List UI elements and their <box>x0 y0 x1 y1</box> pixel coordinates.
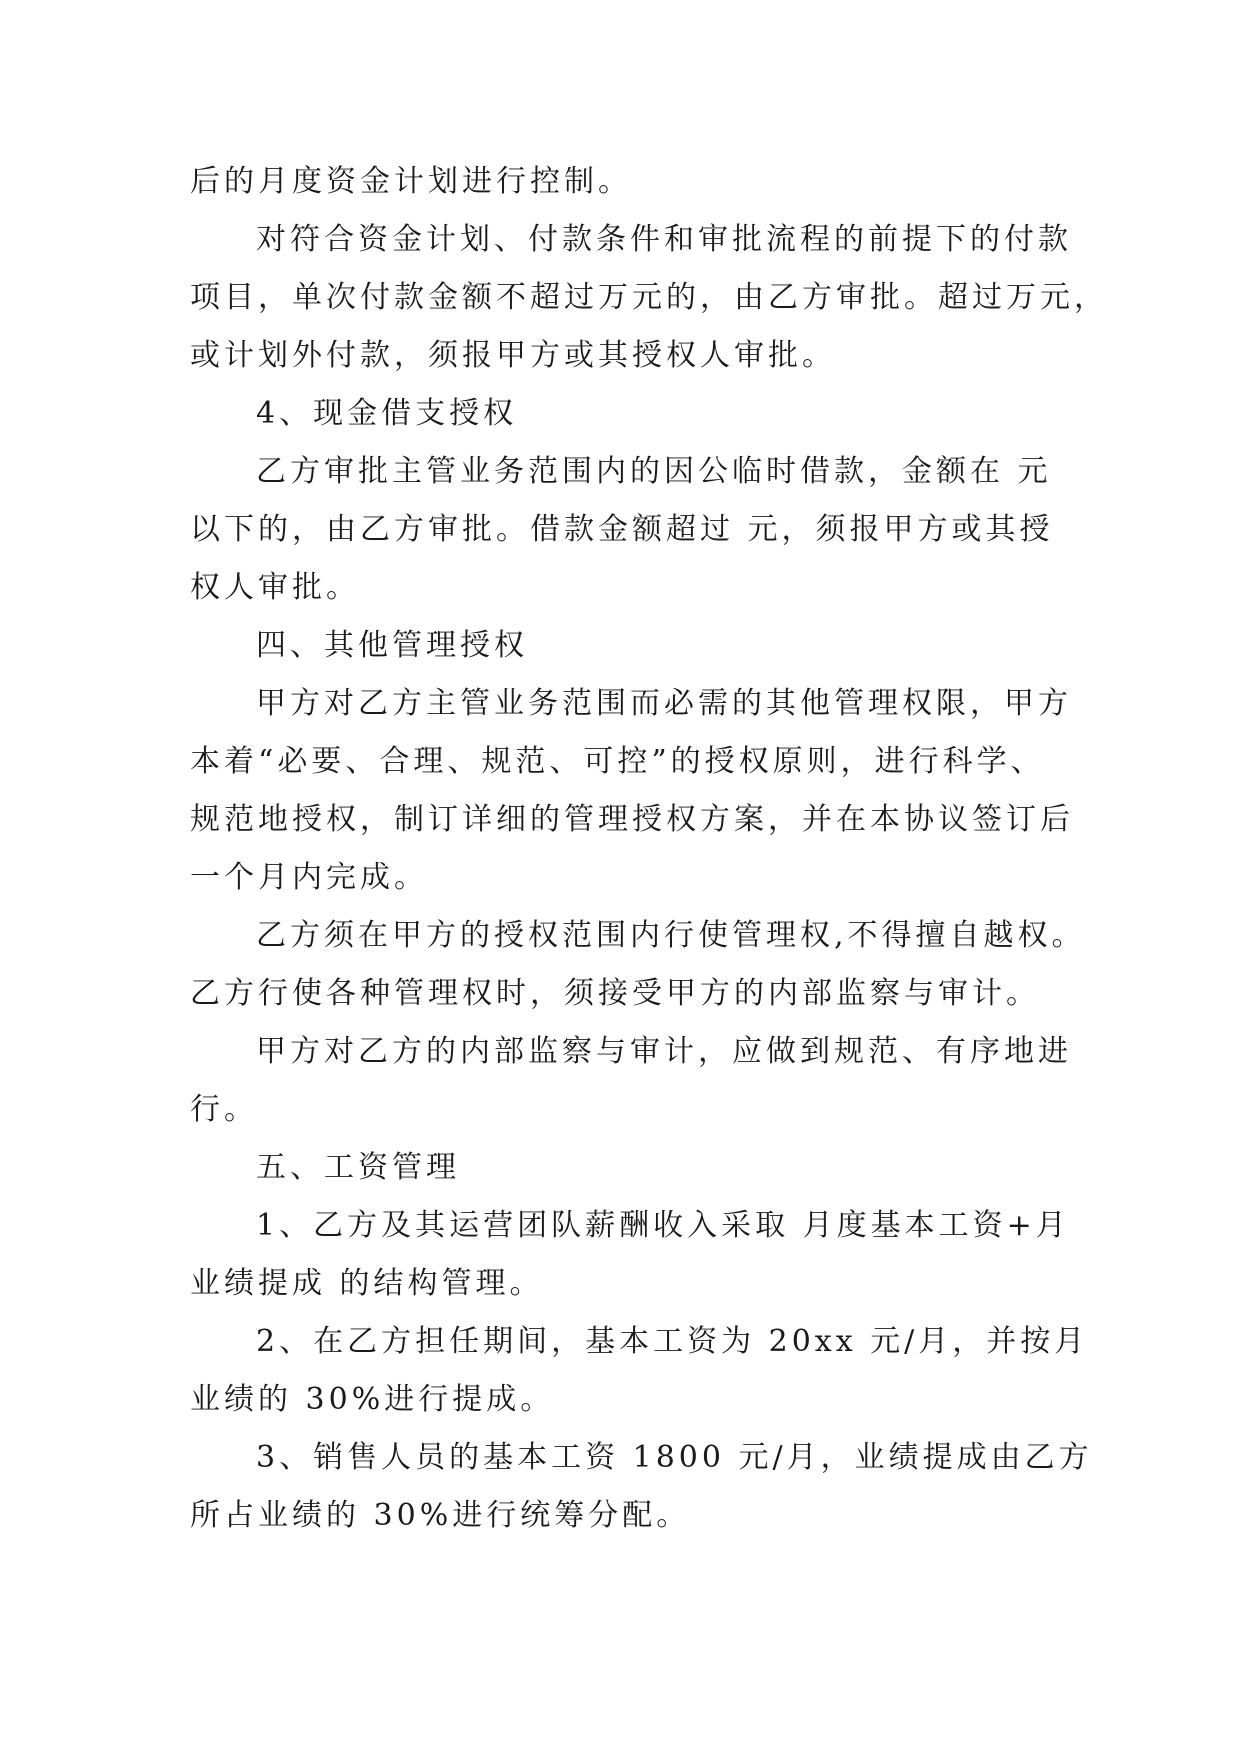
text-line: 3、销售人员的基本工资 1800 元/月，业绩提成由乙方 <box>256 1440 1093 1475</box>
text-line: 后的月度资金计划进行控制。 <box>190 164 632 199</box>
text-line: 规范地授权，制订详细的管理授权方案，并在本协议签订后 <box>190 802 1074 837</box>
text-line: 权人审批。 <box>190 570 360 605</box>
text-line: 业绩提成 的结构管理。 <box>190 1266 544 1301</box>
section-heading: 四、其他管理授权 <box>256 628 528 663</box>
text-line: 乙方须在甲方的授权范围内行使管理权,不得擅自越权。 <box>256 918 1086 953</box>
text-line: 项目，单次付款金额不超过万元的，由乙方审批。超过万元， <box>190 280 1108 315</box>
text-line: 一个月内完成。 <box>190 860 428 895</box>
text-line: 乙方行使各种管理权时，须接受甲方的内部监察与审计。 <box>190 976 1040 1011</box>
text-line: 业绩的 30%进行提成。 <box>190 1382 555 1417</box>
text-line: 本着“必要、合理、规范、可控”的授权原则，进行科学、 <box>190 744 1045 779</box>
text-line: 所占业绩的 30%进行统筹分配。 <box>190 1498 691 1533</box>
text-line: 甲方对乙方主管业务范围而必需的其他管理权限，甲方 <box>256 686 1072 721</box>
text-line: 1、乙方及其运营团队薪酬收入采取 月度基本工资+月 <box>256 1208 1070 1243</box>
text-line: 2、在乙方担任期间，基本工资为 20xx 元/月，并按月 <box>256 1324 1089 1359</box>
text-line: 对符合资金计划、付款条件和审批流程的前提下的付款 <box>256 222 1072 257</box>
section-heading: 4、现金借支授权 <box>256 396 518 431</box>
text-line: 甲方对乙方的内部监察与审计，应做到规范、有序地进 <box>256 1034 1072 1069</box>
text-line: 乙方审批主管业务范围内的因公临时借款，金额在 元 <box>256 454 1052 489</box>
text-line: 或计划外付款，须报甲方或其授权人审批。 <box>190 338 836 373</box>
text-line: 行。 <box>190 1092 258 1127</box>
text-line: 以下的，由乙方审批。借款金额超过 元，须报甲方或其授 <box>190 512 1054 547</box>
section-heading: 五、工资管理 <box>256 1150 460 1185</box>
